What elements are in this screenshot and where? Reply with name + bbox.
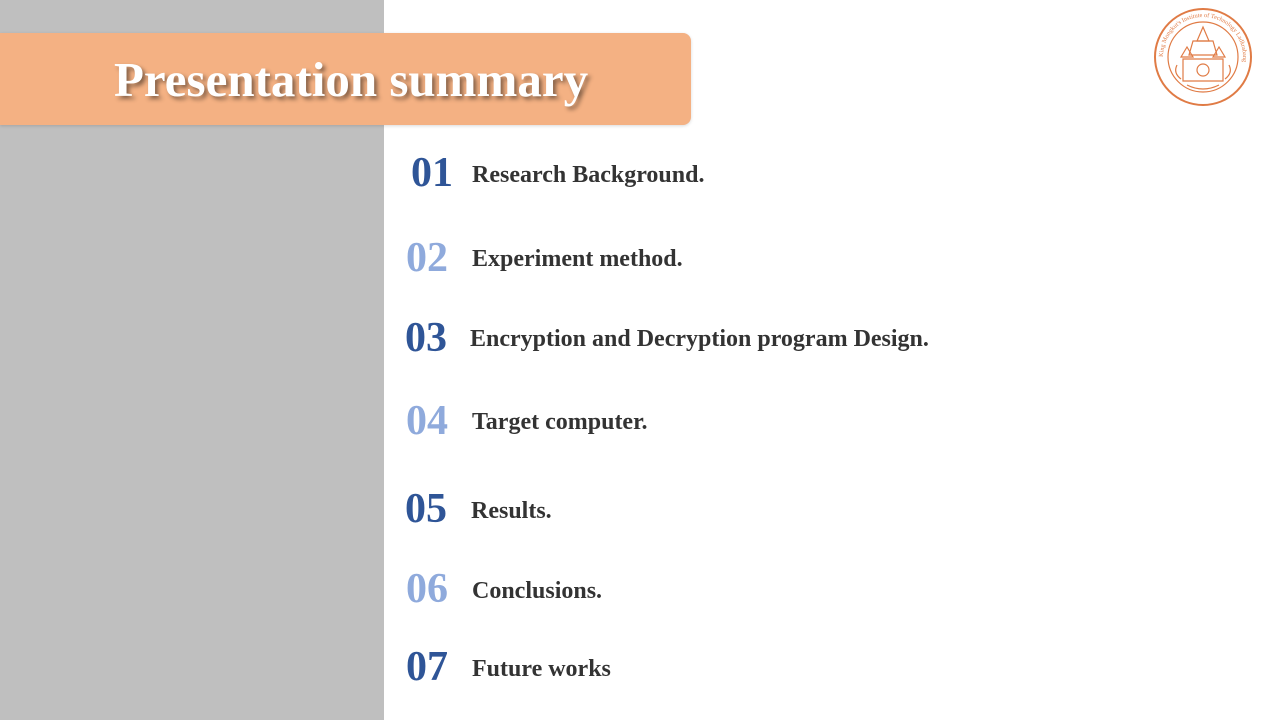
university-seal-icon (1153, 7, 1253, 107)
agenda-number: 05 (405, 486, 447, 532)
agenda-label: Results. (471, 498, 552, 524)
agenda-number: 04 (406, 398, 448, 444)
agenda-label: Target computer. (472, 409, 648, 435)
agenda-number: 06 (406, 566, 448, 612)
agenda-number: 07 (406, 644, 448, 690)
agenda-number: 01 (411, 150, 453, 196)
seal-text: King Mongkut's Institute of Technology Ladkrabang (1157, 11, 1249, 63)
agenda-label: Research Background. (472, 162, 705, 188)
agenda-number: 02 (406, 235, 448, 281)
slide-title: Presentation summary (114, 52, 589, 107)
agenda-label: Future works (472, 656, 611, 682)
agenda-number: 03 (405, 315, 447, 361)
agenda-label: Experiment method. (472, 246, 683, 272)
agenda-label: Conclusions. (472, 578, 603, 604)
agenda-label: Encryption and Decryption program Design. (470, 326, 929, 352)
